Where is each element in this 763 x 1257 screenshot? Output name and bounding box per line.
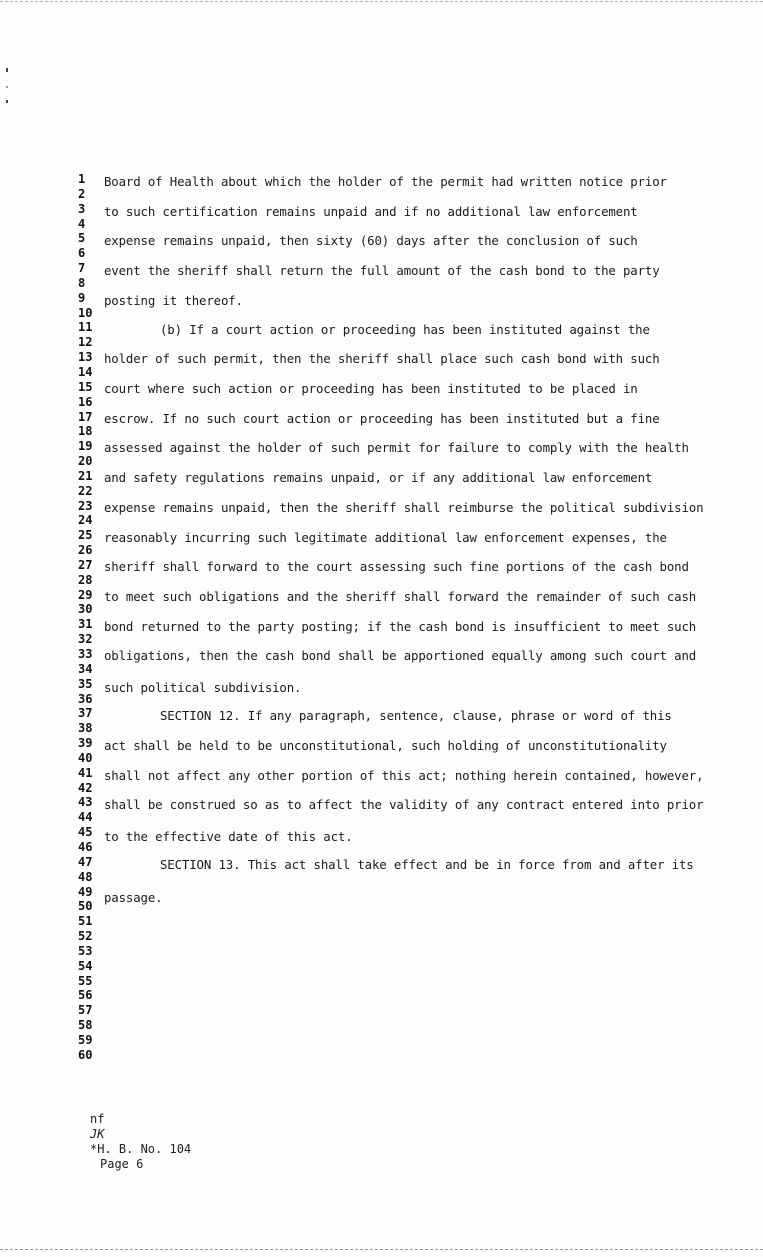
line-number: 57 — [78, 1003, 93, 1018]
line-number: 12 — [78, 335, 93, 350]
line-number: 54 — [78, 958, 93, 973]
text-line: (b) If a court action or proceeding has been instituted against the — [160, 322, 650, 337]
line-number: 8 — [78, 275, 86, 290]
text-line: escrow. If no such court action or proceeding has been instituted but a fine — [104, 411, 660, 426]
line-number: 42 — [78, 780, 93, 795]
line-number: 28 — [78, 572, 93, 587]
line-number: 4 — [78, 216, 86, 231]
line-number: 36 — [78, 691, 93, 706]
line-number: 56 — [78, 988, 93, 1003]
line-number: 46 — [78, 839, 93, 854]
margin-mark — [6, 68, 8, 72]
line-number: 51 — [78, 914, 93, 929]
line-number: 52 — [78, 929, 93, 944]
text-line: sheriff shall forward to the court assessing such fine portions of the cash bond — [104, 559, 689, 574]
text-line: and safety regulations remains unpaid, or if any additional law enforcement — [104, 470, 653, 485]
line-number: 53 — [78, 943, 93, 958]
line-number: 31 — [78, 617, 93, 632]
line-number: 18 — [78, 424, 93, 439]
text-line: such political subdivision. — [104, 680, 302, 695]
line-number: 49 — [78, 884, 93, 899]
line-number: 16 — [78, 394, 93, 409]
line-number: 23 — [78, 498, 93, 513]
bottom-edge-divider — [0, 1249, 763, 1250]
line-number-column — [78, 172, 100, 1063]
text-line: expense remains unpaid, then sixty (60) days after the conclusion of such — [104, 233, 638, 248]
page-number: Page 6 — [100, 1157, 144, 1171]
bill-number: *H. B. No. 104 — [90, 1142, 192, 1156]
line-number: 6 — [78, 246, 86, 261]
text-line: to meet such obligations and the sheriff shall forward the remainder of such cash — [104, 589, 697, 604]
line-number: 40 — [78, 750, 93, 765]
line-number: 45 — [78, 825, 93, 840]
line-number: 33 — [78, 647, 93, 661]
line-number: 20 — [78, 454, 93, 469]
line-number: 29 — [78, 587, 93, 602]
line-number: 37 — [78, 706, 93, 721]
line-number: 2 — [78, 186, 86, 201]
top-edge-divider — [0, 1, 763, 2]
line-number: 32 — [78, 632, 93, 647]
text-line: event the sheriff shall return the full amount of the cash bond to the party — [104, 263, 660, 278]
line-number: 44 — [78, 810, 93, 825]
line-number: 47 — [78, 854, 93, 869]
text-line: holder of such permit, then the sheriff shall place such cash bond with such — [104, 351, 660, 366]
text-line: expense remains unpaid, then the sheriff shall reimburse the political subdivision — [104, 500, 704, 515]
line-number: 10 — [78, 305, 93, 320]
line-number: 26 — [78, 543, 93, 558]
line-number: 7 — [78, 261, 86, 276]
line-number: 13 — [78, 350, 93, 365]
text-line: posting it thereof. — [104, 293, 243, 308]
reviewer-mark: JK — [90, 1127, 105, 1141]
line-number: 25 — [78, 528, 93, 543]
text-line: obligations, then the cash bond shall be apportioned equally among such court and — [104, 648, 697, 663]
text-line: passage. — [104, 890, 163, 905]
margin-mark — [6, 86, 8, 88]
line-number: 3 — [78, 201, 86, 216]
line-number: 24 — [78, 513, 93, 528]
line-number: 1 — [78, 172, 86, 186]
line-number: 19 — [78, 439, 93, 454]
text-line: Board of Health about which the holder of the permit had written notice prior — [104, 174, 667, 189]
line-number: 9 — [78, 290, 86, 305]
line-number: 50 — [78, 899, 93, 914]
text-line: shall not affect any other portion of this act; nothing herein contained, however, — [104, 768, 704, 783]
text-line: assessed against the holder of such permit for failure to comply with the health — [104, 440, 689, 455]
line-number: 14 — [78, 364, 93, 379]
line-number: 48 — [78, 869, 93, 884]
text-line: bond returned to the party posting; if the cash bond is insufficient to meet such — [104, 619, 697, 634]
line-number: 43 — [78, 795, 93, 810]
line-number: 59 — [78, 1032, 93, 1047]
line-number: 41 — [78, 765, 93, 780]
line-number: 11 — [78, 320, 93, 335]
line-number: 55 — [78, 973, 93, 988]
line-number: 27 — [78, 557, 93, 572]
line-number: 60 — [78, 1047, 93, 1062]
text-line: to the effective date of this act. — [104, 829, 353, 844]
line-number: 15 — [78, 379, 93, 394]
line-number: 35 — [78, 676, 93, 691]
margin-mark — [6, 100, 8, 103]
line-number: 39 — [78, 736, 93, 751]
text-line: reasonably incurring such legitimate additional law enforcement expenses, the — [104, 530, 667, 545]
line-number: 38 — [78, 721, 93, 736]
line-number: 5 — [78, 231, 86, 246]
line-number: 34 — [78, 661, 93, 676]
text-line: act shall be held to be unconstitutional, such holding of unconstitutionality — [104, 738, 667, 753]
line-number: 58 — [78, 1018, 93, 1033]
text-line: to such certification remains unpaid and if no additional law enforcement — [104, 204, 638, 219]
document-footer — [90, 1112, 191, 1172]
line-number: 30 — [78, 602, 93, 617]
line-number: 17 — [78, 409, 93, 424]
typist-initials: nf — [90, 1112, 105, 1126]
text-line: shall be construed so as to affect the validity of any contract entered into prior — [104, 797, 704, 812]
line-number: 21 — [78, 468, 93, 483]
text-line: SECTION 12. If any paragraph, sentence, clause, phrase or word of this — [160, 708, 672, 723]
line-number: 22 — [78, 483, 93, 498]
text-line: SECTION 13. This act shall take effect and be in force from and after its — [160, 857, 694, 872]
text-line: court where such action or proceeding has been instituted to be placed in — [104, 381, 638, 396]
